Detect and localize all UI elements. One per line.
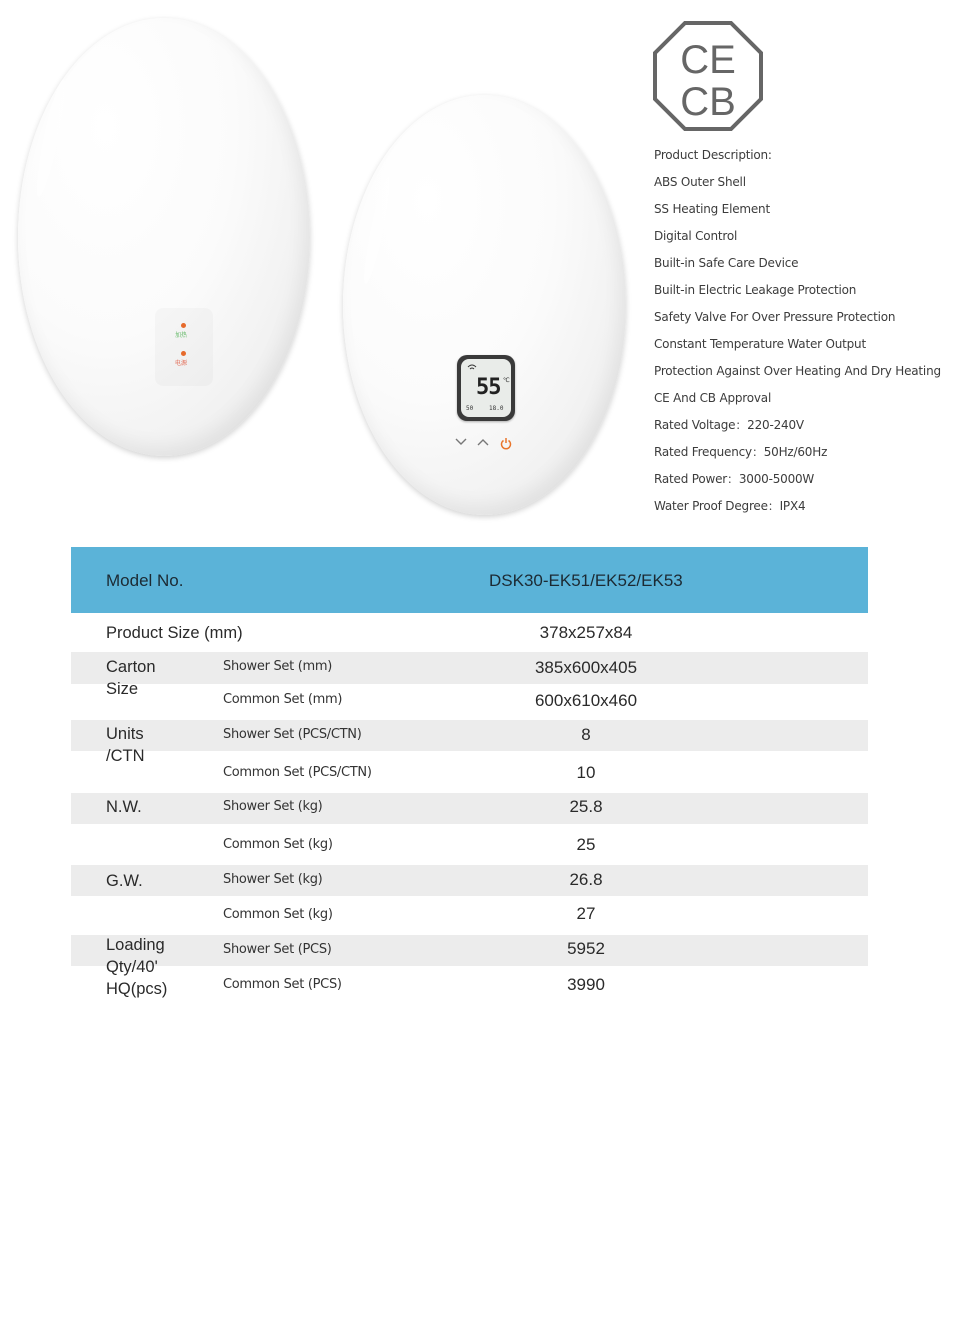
power-indicator-label: 电源 bbox=[175, 361, 188, 367]
water-heater-image-front bbox=[18, 18, 310, 456]
description-item: Constant Temperature Water Output bbox=[654, 337, 866, 351]
wifi-icon bbox=[467, 364, 477, 374]
table-cell-sub: Common Set (kg) bbox=[223, 907, 333, 922]
heat-indicator-label: 加热 bbox=[175, 333, 188, 339]
description-item: Built-in Safe Care Device bbox=[654, 256, 799, 270]
chevron-up-icon[interactable] bbox=[477, 435, 489, 449]
model-value: DSK30-EK51/EK52/EK53 bbox=[489, 571, 683, 590]
table-cell-value: 8 bbox=[581, 725, 591, 744]
row-band bbox=[71, 793, 868, 824]
table-cell-sub: Common Set (PCS) bbox=[223, 977, 342, 992]
description-item: Water Proof Degree：IPX4 bbox=[654, 499, 806, 513]
table-cell-value: 25 bbox=[576, 835, 596, 854]
svg-text:CE: CE bbox=[680, 38, 736, 82]
table-cell-value: 385x600x405 bbox=[534, 658, 638, 677]
table-cell-sub: Shower Set (kg) bbox=[223, 872, 323, 887]
water-heater-image-display bbox=[343, 95, 626, 515]
loading-qty-label: Loading Qty/40' HQ(pcs) bbox=[106, 936, 168, 998]
product-size-label: Product Size (mm) bbox=[106, 624, 243, 642]
description-item: Rated Voltage：220-240V bbox=[654, 418, 804, 432]
power-icon[interactable] bbox=[500, 437, 512, 453]
power-readout: 18.0 bbox=[489, 405, 504, 412]
table-cell-sub: Shower Set (kg) bbox=[223, 799, 323, 814]
chevron-down-icon[interactable] bbox=[455, 435, 467, 449]
table-cell-value: 25.8 bbox=[569, 797, 603, 816]
lcd-display bbox=[457, 355, 515, 421]
description-item: Digital Control bbox=[654, 229, 738, 243]
flow-readout: 50 bbox=[466, 405, 474, 412]
heat-indicator-led bbox=[181, 323, 186, 328]
table-cell-value: 27 bbox=[576, 904, 596, 923]
svg-text:CB: CB bbox=[680, 80, 736, 124]
table-cell-value: 5952 bbox=[567, 939, 605, 958]
table-cell-value: 3990 bbox=[567, 975, 605, 994]
description-item: ABS Outer Shell bbox=[654, 175, 746, 189]
spec-table-header bbox=[71, 547, 868, 613]
temperature-readout: 55 bbox=[476, 375, 501, 400]
temperature-unit: ℃ bbox=[503, 378, 510, 384]
table-cell-value: 26.8 bbox=[569, 870, 603, 889]
description-item: SS Heating Element bbox=[654, 202, 770, 216]
product-size-value: 378x257x84 bbox=[539, 623, 633, 642]
description-heading: Product Description: bbox=[654, 148, 772, 162]
gross-weight-label: G.W. bbox=[106, 872, 143, 890]
description-item: Safety Valve For Over Pressure Protection bbox=[654, 310, 896, 324]
description-item: Rated Power：3000-5000W bbox=[654, 472, 815, 486]
net-weight-label: N.W. bbox=[106, 798, 142, 816]
row-band bbox=[71, 652, 868, 684]
product-description-list bbox=[654, 145, 941, 523]
indicator-panel bbox=[155, 308, 213, 386]
row-band bbox=[71, 935, 868, 966]
table-cell-sub: Common Set (mm) bbox=[223, 692, 343, 707]
lcd-screen bbox=[461, 359, 511, 417]
highlight bbox=[32, 78, 71, 198]
description-item: Protection Against Over Heating And Dry Heating bbox=[654, 364, 941, 378]
table-cell-sub: Common Set (kg) bbox=[223, 837, 333, 852]
table-cell-value: 10 bbox=[576, 763, 596, 782]
power-indicator-led bbox=[181, 351, 186, 356]
table-cell-sub: Shower Set (PCS/CTN) bbox=[223, 727, 362, 742]
description-item: CE And CB Approval bbox=[654, 391, 772, 405]
model-label: Model No. bbox=[106, 571, 184, 590]
row-band bbox=[71, 720, 868, 751]
table-cell-sub: Shower Set (PCS) bbox=[223, 942, 332, 957]
ce-cb-certification-logo bbox=[653, 21, 763, 131]
table-cell-sub: Shower Set (mm) bbox=[223, 659, 333, 674]
table-cell-sub: Common Set (PCS/CTN) bbox=[223, 765, 372, 780]
table-cell-value: 600x610x460 bbox=[534, 691, 638, 710]
carton-size-label: Carton Size bbox=[106, 658, 156, 698]
description-item: Built-in Electric Leakage Protection bbox=[654, 283, 857, 297]
description-item: Rated Frequency：50Hz/60Hz bbox=[654, 445, 828, 459]
highlight bbox=[360, 175, 395, 285]
units-ctn-label: Units /CTN bbox=[106, 725, 145, 765]
row-band bbox=[71, 865, 868, 896]
